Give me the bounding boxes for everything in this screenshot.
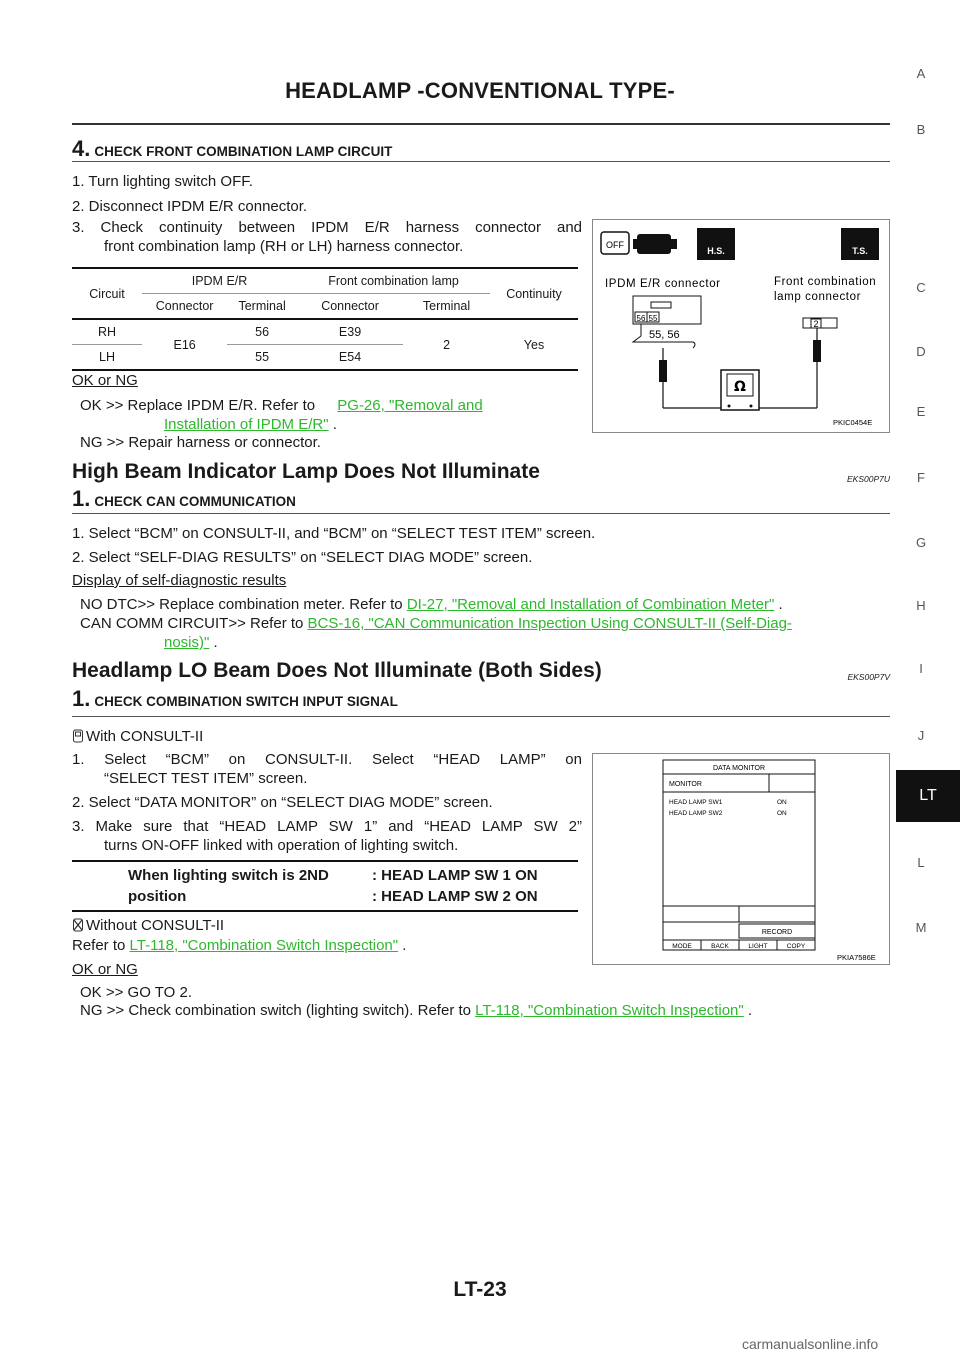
- ts-icon-text: T.S.: [852, 246, 868, 256]
- cell-ipdm-terminal: 55: [227, 345, 297, 371]
- th-front-connector: Connector: [297, 294, 403, 320]
- th-ipdm-connector: Connector: [142, 294, 227, 320]
- cell-front-connector: E54: [297, 345, 403, 371]
- instruction-3b: front combination lamp (RH or LH) harness connector.: [104, 238, 464, 255]
- without-consult-line: Without CONSULT-II: [72, 916, 224, 935]
- record-label: RECORD: [761, 929, 793, 936]
- hs-book-icon: [697, 228, 735, 260]
- header-rule: [72, 123, 890, 125]
- instruction-3a: 3. Make sure that “HEAD LAMP SW 1” and “HEAD LAMP SW 2”: [72, 818, 582, 835]
- data-monitor-figure: [592, 753, 890, 965]
- ok-or-ng-label: OK or NG: [72, 372, 138, 389]
- can-comm-result-cont: nosis)" .: [164, 634, 218, 651]
- display-results-label: Display of self-diagnostic results: [72, 572, 287, 589]
- monitor-title: DATA MONITOR: [712, 765, 766, 772]
- no-consult-icon: [72, 918, 84, 932]
- th-circuit: Circuit: [72, 268, 142, 319]
- monitor-header: MONITOR: [669, 781, 702, 788]
- section-code: EKS00P7V: [847, 672, 890, 682]
- side-index-d[interactable]: D: [916, 344, 926, 359]
- ng-result: NG >> Repair harness or connector.: [80, 434, 321, 451]
- figure-code: PKIA7586E: [837, 953, 876, 962]
- pins-label: 55, 56: [649, 329, 680, 341]
- ohmmeter-icon: [721, 370, 759, 410]
- ok-or-ng-label: OK or NG: [72, 961, 138, 978]
- step-number: 1.: [72, 486, 91, 511]
- ipdm-connector: [633, 296, 701, 324]
- instruction-1: 1. Select “BCM” on CONSULT-II, and “BCM” on “SELECT TEST ITEM” screen.: [72, 525, 596, 542]
- condition-label: When lighting switch is 2ND position: [128, 867, 329, 905]
- ok-result-text: OK >> Replace IPDM E/R. Refer to: [80, 397, 316, 414]
- side-index-a[interactable]: A: [916, 66, 926, 81]
- instruction-2: 2. Disconnect IPDM E/R connector.: [72, 198, 308, 215]
- side-index-g[interactable]: G: [915, 535, 927, 550]
- light-label: LIGHT: [748, 943, 768, 950]
- page-title: HEADLAMP -CONVENTIONAL TYPE-: [285, 78, 675, 103]
- cell-ipdm-terminal: 56: [227, 319, 297, 345]
- data-monitor-screen: [593, 754, 889, 964]
- page-number: LT-23: [453, 1278, 507, 1301]
- pin-2-label: 2: [813, 319, 819, 329]
- instruction-2: 2. Select “SELF-DIAG RESULTS” on “SELECT DIAG MODE” screen.: [72, 549, 533, 566]
- continuity-table: [72, 267, 578, 371]
- pin-55-label: 55: [648, 314, 658, 323]
- front-connector-label-1: Front combination: [774, 276, 877, 288]
- step-rule: [72, 513, 890, 514]
- watermark: carmanualsonline.info: [742, 1336, 879, 1352]
- condition-rule-top: [72, 860, 578, 862]
- side-index-h[interactable]: H: [916, 598, 926, 613]
- step-heading: [72, 686, 398, 712]
- back-label: BACK: [711, 943, 729, 950]
- cell-front-connector: E39: [297, 319, 403, 345]
- section-title-lo-beam: Headlamp LO Beam Does Not Illuminate (Both Sides): [72, 659, 602, 682]
- refer-line: Refer to LT-118, "Combination Switch Inspection" .: [72, 937, 407, 954]
- pin-56-label: 56: [636, 314, 646, 323]
- link-bcs-16[interactable]: BCS-16, "CAN Communication Inspection Using CONSULT-II (Self-Diag-: [307, 615, 792, 632]
- th-front: Front combination lamp: [297, 268, 490, 294]
- hs-icon-text: H.S.: [707, 246, 725, 256]
- step-rule: [72, 161, 890, 162]
- ok-result-line1: [80, 396, 483, 415]
- cell-circuit: LH: [72, 345, 142, 371]
- side-index-c[interactable]: C: [916, 280, 926, 295]
- nodtc-result: NO DTC>> Replace combination meter. Refer to DI-27, "Removal and Installation of Combination Meter" .: [80, 596, 783, 613]
- link-di-27[interactable]: DI-27, "Removal and Installation of Combination Meter": [406, 596, 775, 613]
- instruction-1b: “SELECT TEST ITEM” screen.: [104, 770, 308, 787]
- ohm-symbol: Ω: [734, 379, 746, 395]
- instruction-2: 2. Select “DATA MONITOR” on “SELECT DIAG MODE” screen.: [72, 794, 493, 811]
- condition-values: : HEAD LAMP SW 1 ON : HEAD LAMP SW 2 ON: [372, 867, 538, 905]
- section-title-high-beam: High Beam Indicator Lamp Does Not Illuminate: [72, 460, 540, 483]
- monitor-row2-name: HEAD LAMP SW2: [669, 810, 723, 817]
- instruction-3b: turns ON-OFF linked with operation of lighting switch.: [104, 837, 459, 854]
- instruction-3a: 3. Check continuity between IPDM E/R harness connector and: [72, 219, 582, 236]
- link-pg-26[interactable]: PG-26, "Removal and: [337, 397, 483, 414]
- instruction-1: 1. Turn lighting switch OFF.: [72, 173, 253, 190]
- wiring-figure: [592, 219, 890, 433]
- th-front-terminal: Terminal: [403, 294, 490, 320]
- instruction-1a: 1. Select “BCM” on CONSULT-II. Select “HEAD LAMP” on: [72, 751, 582, 768]
- side-index-b[interactable]: B: [916, 122, 926, 137]
- condition-rule-bottom: [72, 910, 578, 912]
- copy-label: COPY: [786, 943, 806, 950]
- ts-book-icon: [841, 228, 879, 260]
- step-title: CHECK FRONT COMBINATION LAMP CIRCUIT: [94, 144, 393, 159]
- link-lt-118-ng[interactable]: LT-118, "Combination Switch Inspection": [475, 1002, 744, 1019]
- side-index-i[interactable]: I: [919, 661, 923, 676]
- link-lt-118[interactable]: LT-118, "Combination Switch Inspection": [129, 937, 399, 954]
- monitor-row1-value: ON: [777, 799, 787, 806]
- cell-front-terminal: 2: [403, 319, 490, 370]
- front-connector: [803, 318, 837, 329]
- th-ipdm-terminal: Terminal: [227, 294, 297, 320]
- front-connector-label-2: lamp connector: [774, 291, 862, 303]
- off-icon-text: OFF: [606, 240, 624, 250]
- step-heading: [72, 136, 392, 162]
- wiring-diagram: [593, 220, 889, 432]
- consult-tool-icon: [72, 729, 84, 743]
- ng-result: NG >> Check combination switch (lighting switch). Refer to LT-118, "Combination Switch Inspection" .: [80, 1002, 753, 1019]
- off-icon: [601, 232, 629, 254]
- link-pg-26-cont[interactable]: Installation of IPDM E/R": [164, 416, 329, 433]
- step-heading: [72, 486, 296, 512]
- cell-circuit: RH: [72, 319, 142, 345]
- step-number: 4.: [72, 136, 91, 161]
- side-index-f[interactable]: F: [917, 470, 925, 485]
- connector-icon: [633, 234, 677, 254]
- table-row: [72, 319, 578, 345]
- side-index-lt-active[interactable]: LT: [896, 770, 960, 822]
- th-ipdm: IPDM E/R: [142, 268, 297, 294]
- th-continuity: Continuity: [490, 268, 578, 319]
- ok-result: OK >> GO TO 2.: [80, 984, 192, 1001]
- cell-ipdm-connector: E16: [142, 319, 227, 370]
- ok-result-line2: Installation of IPDM E/R" .: [164, 416, 337, 433]
- monitor-row2-value: ON: [777, 810, 787, 817]
- step-title: CHECK CAN COMMUNICATION: [94, 494, 296, 509]
- with-consult-line: With CONSULT-II: [72, 727, 203, 746]
- step-number: 1.: [72, 686, 91, 711]
- monitor-row1-name: HEAD LAMP SW1: [669, 799, 723, 806]
- section-code: EKS00P7U: [847, 474, 890, 484]
- link-bcs-16-cont[interactable]: nosis)": [164, 634, 210, 651]
- figure-code: PKIC0454E: [833, 418, 873, 427]
- side-index-j[interactable]: J: [917, 728, 925, 743]
- mode-label: MODE: [672, 943, 692, 950]
- step-rule: [72, 716, 890, 717]
- step-title: CHECK COMBINATION SWITCH INPUT SIGNAL: [94, 694, 398, 709]
- side-index-m[interactable]: M: [915, 920, 927, 935]
- cell-continuity: Yes: [490, 319, 578, 370]
- ipdm-connector-label: IPDM E/R connector: [605, 278, 721, 290]
- side-index-e[interactable]: E: [916, 404, 926, 419]
- side-index-l[interactable]: L: [917, 855, 925, 870]
- can-comm-result: CAN COMM CIRCUIT>> Refer to BCS-16, "CAN Communication Inspection Using CONSULT-II (Self-Diag-: [80, 615, 792, 632]
